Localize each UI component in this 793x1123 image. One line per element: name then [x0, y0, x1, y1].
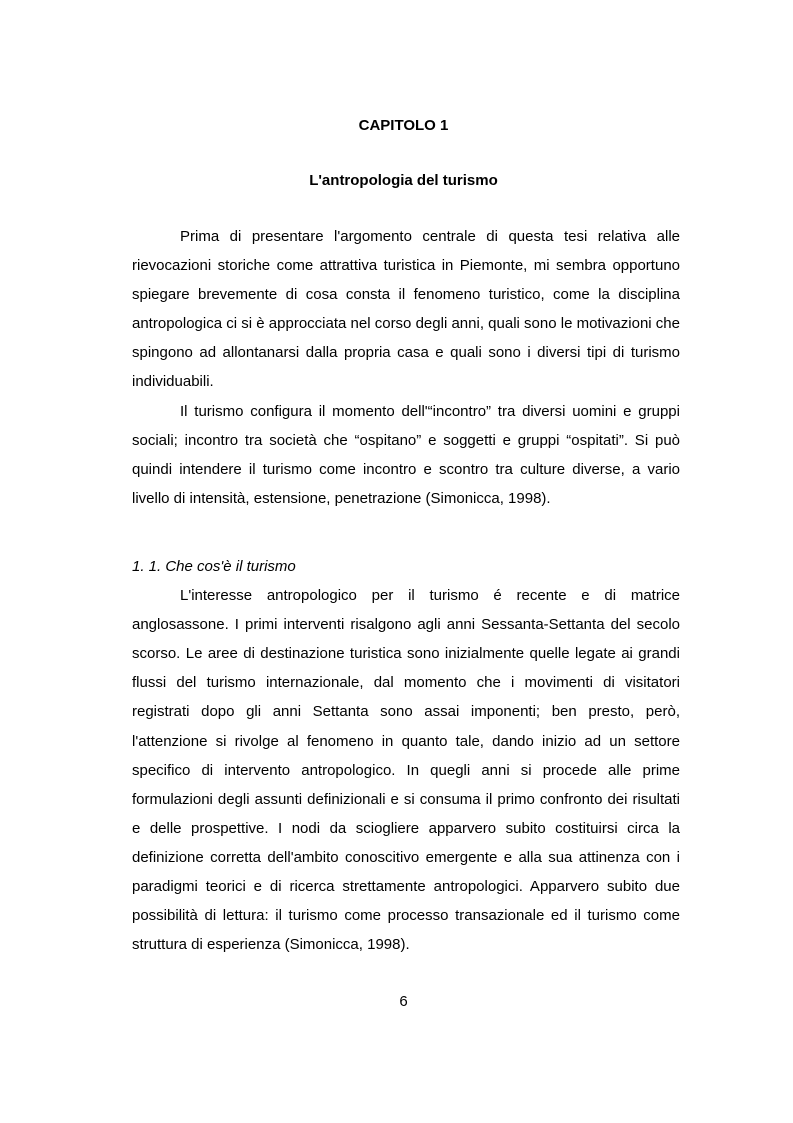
section-block: [132, 552, 680, 959]
page-number: 6: [399, 993, 408, 1010]
chapter-title: L'antropologia del turismo: [309, 172, 498, 189]
section-paragraph-1: L'interesse antropologico per il turismo é recente e di matrice anglosassone. I primi interventi risalgono agli anni Sessanta-Settanta del secolo scorso. Le aree di destinazione turistica sono inizialmente quelle legate ai grandi flussi del turismo internazionale, dal momento che i movimenti di visitatori registrati dopo gli anni Settanta sono assai imponenti; ben presto, però, l'attenzione si rivolge al fenomeno in quanto tale, dando inizio ad un settore specifico di intervento antropologico. In quegli anni si procede alle prime formulazioni degli assunti definizionali e si consuma il primo confronto dei risultati e delle prospettive. I nodi da sciogliere apparvero subito costituirsi circa la definizione corretta dell'ambito conoscitivo emergente e alla sua attinenza con i paradigmi teorici e di ricerca strettamente antropologici. Apparvero subito due possibilità di lettura: il turismo come processo transazionale ed il turismo come struttura di esperienza (Simonicca, 1998).: [132, 587, 680, 954]
intro-paragraph-2: Il turismo configura il momento dell'“incontro” tra diversi uomini e gruppi sociali; incontro tra società che “ospitano” e soggetti e gruppi “ospitati”. Si può quindi intendere il turismo come incontro e scontro tra culture diverse, a vario livello di intensità, estensione, penetrazione (Simonicca, 1998).: [132, 402, 680, 507]
intro-paragraph-1: Prima di presentare l'argomento centrale di questa tesi relativa alle rievocazioni storiche come attrattiva turistica in Piemonte, mi sembra opportuno spiegare brevemente di cosa consta il fenomeno turistico, come la disciplina antropologica ci si è approcciata nel corso degli anni, quali sono le motivazioni che spingono ad allontanarsi dalla propria casa e quali sono i diversi tipi di turismo individuabili.: [132, 228, 680, 391]
intro-block: [132, 222, 680, 513]
chapter-label: CAPITOLO 1: [358, 117, 449, 134]
section-heading: 1. 1. Che cos'è il turismo: [132, 558, 296, 575]
